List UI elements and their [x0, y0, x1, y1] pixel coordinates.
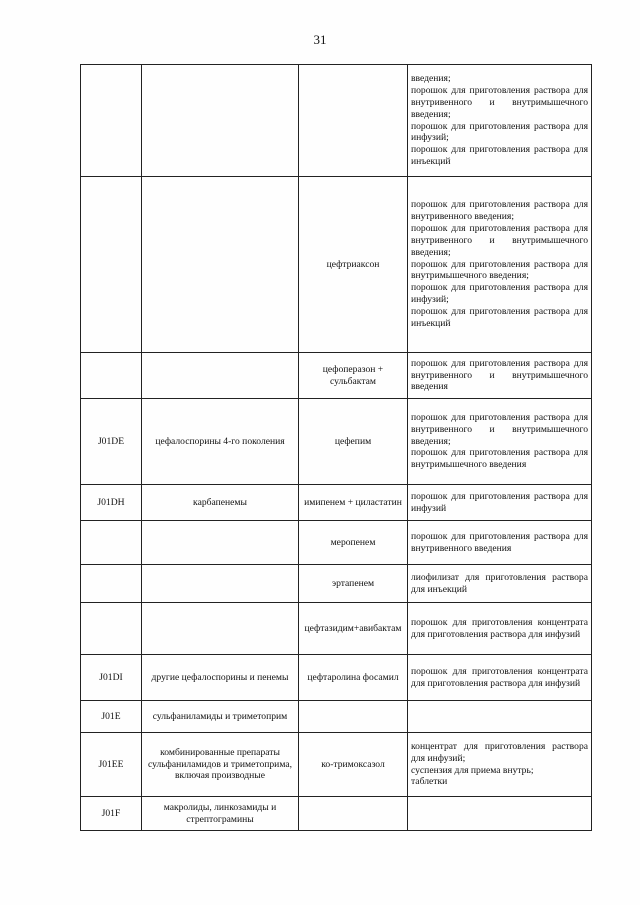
- dosage-form-item: порошок для приготовления раствора для инъекций: [411, 144, 588, 168]
- dosage-form-item: порошок для приготовления раствора для инфузий: [411, 490, 588, 514]
- dosage-form-item: порошок для приготовления раствора для внутривенного введения;: [411, 199, 588, 222]
- dosage-form-item: порошок для приготовления раствора для внутримышечного введения: [411, 447, 588, 471]
- table-row: [81, 733, 592, 797]
- dosage-form-item: порошок для приготовления раствора для внутривенного и внутримышечного введения;: [411, 222, 588, 258]
- drug-name-cell: цефтаролина фосамил: [299, 655, 408, 701]
- atc-code-cell: J01EE: [81, 733, 142, 797]
- dosage-forms-cell: [408, 485, 592, 521]
- dosage-form-item: порошок для приготовления раствора для инъекций: [411, 306, 588, 330]
- atc-code-cell: [81, 603, 142, 655]
- table-row: [81, 353, 592, 399]
- dosage-form-item: порошок для приготовления раствора для внутривенного и внутримышечного введения;: [411, 411, 588, 447]
- dosage-form-item: порошок для приготовления раствора для внутривенного введения: [411, 530, 588, 554]
- dosage-forms-cell: [408, 797, 592, 831]
- dosage-forms-cell: [408, 353, 592, 399]
- dosage-form-item: таблетки: [411, 776, 448, 788]
- group-name-cell: комбинированные препараты сульфаниламидов и триметоприма, включая производные: [142, 733, 299, 797]
- atc-code-cell: J01DI: [81, 655, 142, 701]
- dosage-forms-cell: [408, 655, 592, 701]
- atc-code-cell: J01E: [81, 701, 142, 733]
- group-name-cell: [142, 603, 299, 655]
- table-row: [81, 399, 592, 485]
- table-row: [81, 65, 592, 177]
- group-name-cell: [142, 65, 299, 177]
- atc-code-cell: [81, 65, 142, 177]
- dosage-form-item: порошок для приготовления раствора для внутривенного и внутримышечного введения;: [411, 84, 588, 120]
- group-name-cell: сульфаниламиды и триметоприм: [142, 701, 299, 733]
- atc-code-cell: J01DH: [81, 485, 142, 521]
- drug-name-cell: цефтазидим+авибактам: [299, 603, 408, 655]
- drug-name-cell: цефоперазон + сульбактам: [299, 353, 408, 399]
- drug-name-cell: ко-тримоксазол: [299, 733, 408, 797]
- atc-code-cell: [81, 177, 142, 353]
- atc-code-cell: J01F: [81, 797, 142, 831]
- drug-name-cell: цефепим: [299, 399, 408, 485]
- drug-name-cell: цефтриаксон: [299, 177, 408, 353]
- drug-name-cell: меропенем: [299, 521, 408, 565]
- page-number: 31: [313, 32, 327, 47]
- atc-code-cell: [81, 521, 142, 565]
- table-row: [81, 177, 592, 353]
- table-row: [81, 797, 592, 831]
- dosage-forms-cell: [408, 603, 592, 655]
- group-name-cell: [142, 177, 299, 353]
- dosage-form-item: порошок для приготовления концентрата для приготовления раствора для инфузий: [411, 616, 588, 640]
- dosage-form-item: порошок для приготовления концентрата для приготовления раствора для инфузий: [411, 665, 588, 689]
- drug-name-cell: эртапенем: [299, 565, 408, 603]
- dosage-forms-cell: [408, 399, 592, 485]
- dosage-forms-cell: [408, 65, 592, 177]
- dosage-form-item: порошок для приготовления раствора для внутримышечного введения;: [411, 258, 588, 282]
- dosage-forms-cell: [408, 565, 592, 603]
- table-row: [81, 603, 592, 655]
- dosage-form-item: введения;: [411, 72, 451, 84]
- dosage-forms-cell: [408, 733, 592, 797]
- table-row: [81, 655, 592, 701]
- drug-name-cell: [299, 65, 408, 177]
- dosage-forms-cell: [408, 701, 592, 733]
- drug-classification-table: [80, 64, 592, 831]
- group-name-cell: макролиды, линкозамиды и стрептограмины: [142, 797, 299, 831]
- dosage-form-item: лиофилизат для приготовления раствора для инъекций: [411, 571, 588, 595]
- dosage-form-item: порошок для приготовления раствора для инфузий;: [411, 282, 588, 306]
- dosage-form-item: порошок для приготовления раствора для инфузий;: [411, 120, 588, 144]
- drug-name-cell: [299, 701, 408, 733]
- table-row: [81, 485, 592, 521]
- table-row: [81, 701, 592, 733]
- group-name-cell: [142, 565, 299, 603]
- dosage-form-item: порошок для приготовления раствора для внутривенного и внутримышечного введения: [411, 357, 588, 393]
- group-name-cell: карбапенемы: [142, 485, 299, 521]
- atc-code-cell: [81, 565, 142, 603]
- atc-code-cell: J01DE: [81, 399, 142, 485]
- dosage-form-item: суспензия для приема внутрь;: [411, 764, 534, 776]
- table-row: [81, 565, 592, 603]
- group-name-cell: [142, 521, 299, 565]
- dosage-form-item: концентрат для приготовления раствора для инфузий;: [411, 740, 588, 764]
- atc-code-cell: [81, 353, 142, 399]
- table-row: [81, 521, 592, 565]
- group-name-cell: другие цефалоспорины и пенемы: [142, 655, 299, 701]
- group-name-cell: [142, 353, 299, 399]
- group-name-cell: цефалоспорины 4-го поколения: [142, 399, 299, 485]
- dosage-forms-cell: [408, 177, 592, 353]
- dosage-forms-cell: [408, 521, 592, 565]
- drug-name-cell: имипенем + циластатин: [299, 485, 408, 521]
- drug-name-cell: [299, 797, 408, 831]
